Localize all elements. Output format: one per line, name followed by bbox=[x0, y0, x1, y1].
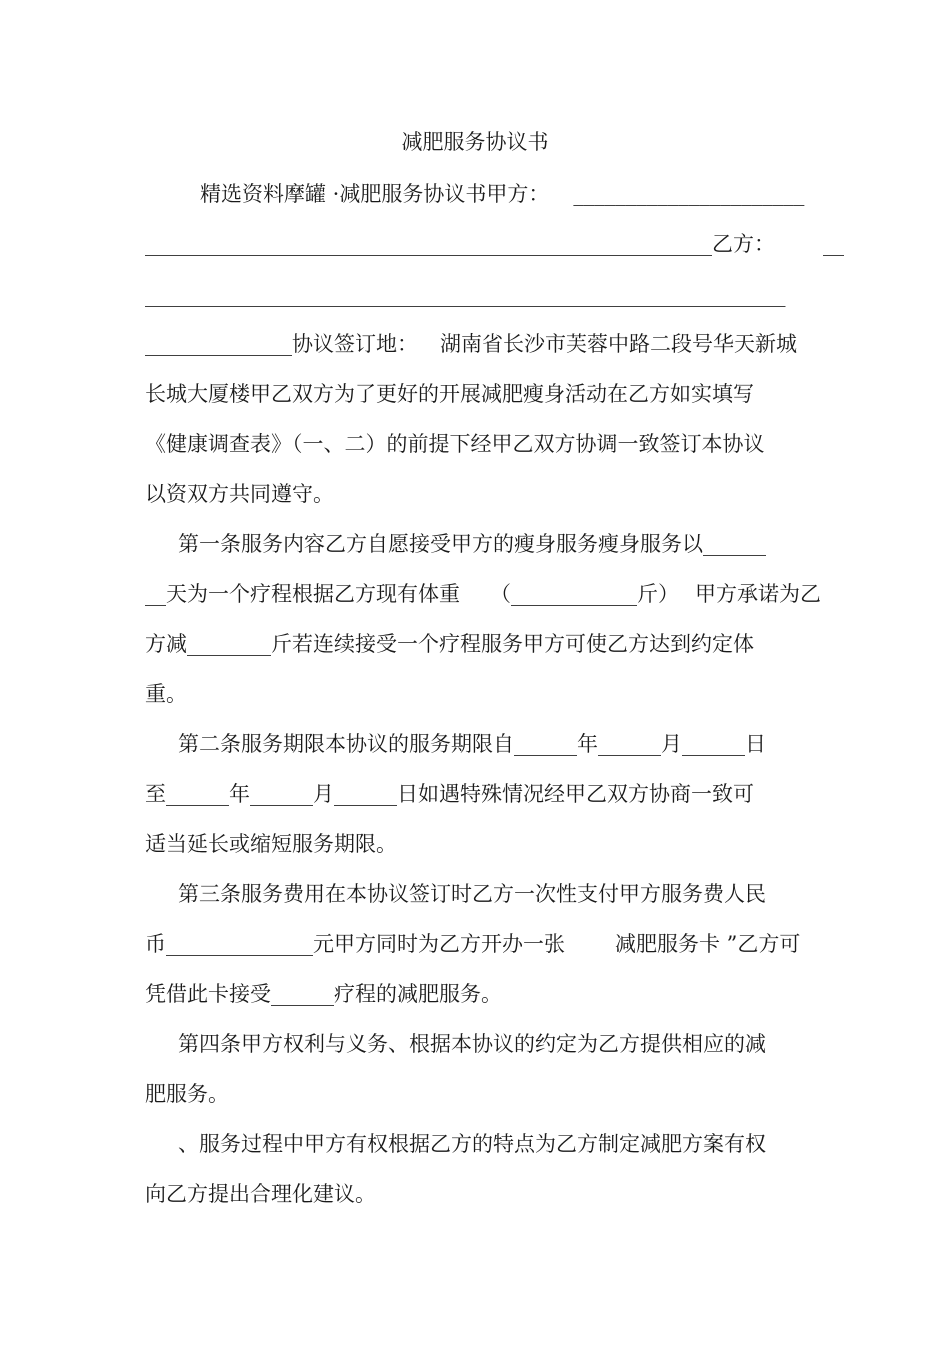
preamble-line-3: 以资双方共同遵守。 bbox=[145, 482, 334, 506]
article-2-line-1: 第二条服务期限本协议的服务期限自______年______月______日 bbox=[178, 732, 766, 756]
article-3-line-2 bbox=[145, 930, 800, 958]
service-card-text: 减肥服务卡 ”乙方可 bbox=[615, 932, 801, 956]
document-title: 减肥服务协议书 bbox=[401, 130, 549, 154]
article-1-line-3: 方减________斤若连续接受一个疗程服务甲方可使乙方达到约定体 bbox=[145, 632, 754, 656]
signing-place-value: 湖南省长沙市芙蓉中路二段号华天新城 bbox=[440, 332, 797, 356]
article-4-line-1: 第四条甲方权利与义务、根据本协议的约定为乙方提供相应的减 bbox=[178, 1032, 766, 1056]
article-2-line-3: 适当延长或缩短服务期限。 bbox=[145, 832, 397, 856]
party-a-blank: ______________________ bbox=[573, 182, 805, 206]
preamble-line-2: 《健康调查表》（一、二）的前提下经甲乙双方协调一致签订本协议 bbox=[145, 432, 765, 456]
signing-place-label: ______________协议签订地： bbox=[145, 332, 418, 356]
promise-text: 甲方承诺为乙 bbox=[695, 582, 821, 606]
party-a-line bbox=[200, 180, 804, 208]
article-1-line-4: 重。 bbox=[145, 682, 187, 706]
fee-text: 币______________元甲方同时为乙方开办一张 bbox=[145, 932, 565, 956]
article-1-line-2 bbox=[145, 580, 821, 608]
article-4-line-2: 肥服务。 bbox=[145, 1082, 229, 1106]
party-a-label: 精选资料摩罐 ·减肥服务协议书甲方： bbox=[200, 182, 550, 206]
course-days: __天为一个疗程根据乙方现有体重 bbox=[145, 582, 460, 606]
article-4-line-3: 、服务过程中甲方有权根据乙方的特点为乙方制定减肥方案有权 bbox=[178, 1132, 766, 1156]
current-weight: （____________斤） bbox=[490, 582, 679, 606]
article-4-line-4: 向乙方提出合理化建议。 bbox=[145, 1182, 376, 1206]
party-b-label: ______________________________________________________乙方： bbox=[145, 232, 775, 256]
article-2-line-2: 至______年______月______日如遇特殊情况经甲乙双方协商一致可 bbox=[145, 782, 754, 806]
blank-line: _____________________________________________________________ bbox=[145, 283, 786, 307]
article-3-line-3: 凭借此卡接受______疗程的减肥服务。 bbox=[145, 982, 502, 1006]
signing-place-line bbox=[145, 330, 797, 358]
party-b-line bbox=[145, 230, 844, 258]
article-1-line-1: 第一条服务内容乙方自愿接受甲方的瘦身服务瘦身服务以______ bbox=[178, 532, 766, 556]
preamble-line-1: 长城大厦楼甲乙双方为了更好的开展减肥瘦身活动在乙方如实填写 bbox=[145, 382, 754, 406]
party-b-blank: __ bbox=[823, 232, 844, 256]
article-3-line-1: 第三条服务费用在本协议签订时乙方一次性支付甲方服务费人民 bbox=[178, 882, 766, 906]
